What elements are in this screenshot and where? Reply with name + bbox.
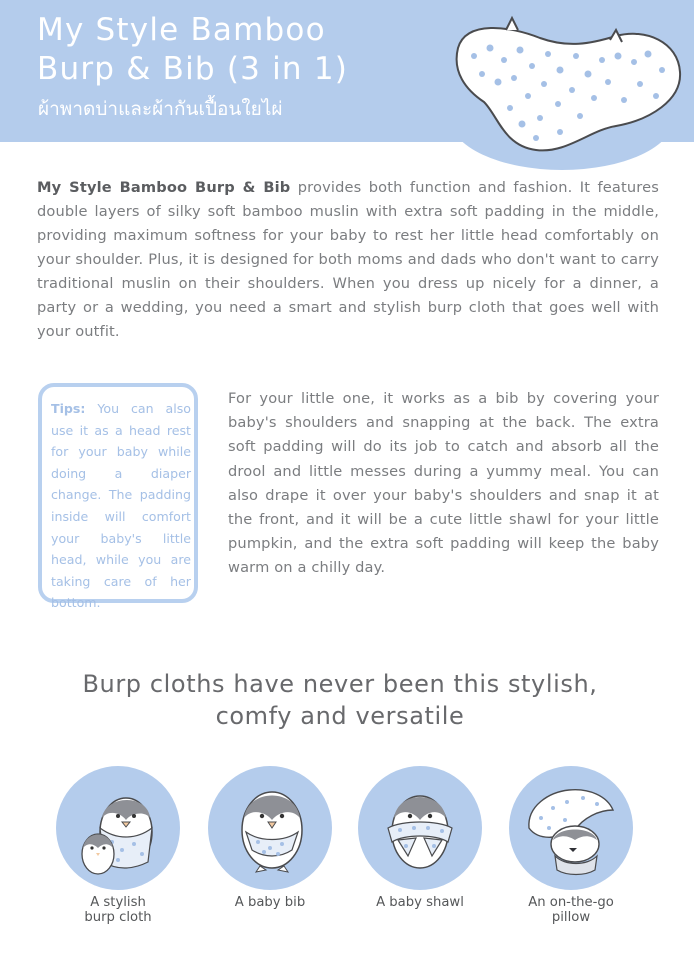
feature-baby-shawl-label-line-1: A baby shawl — [376, 895, 464, 910]
feature-baby-shawl-circle — [358, 766, 482, 890]
feature-pillow-circle — [509, 766, 633, 890]
feature-burp-cloth-circle — [56, 766, 180, 890]
bib-description: For your little one, it works as a bib by covering your baby's shoulders and snapping at the back. The extra soft padding will do its job to catch and absorb all the drool and little messes during a yummy meal. You can also drape it over your baby's shoulders and snap it at the front, and it will be a cute little shawl for your little pumpkin, and the extra soft padding will keep the baby warm on a chilly day. — [228, 390, 659, 577]
feature-baby-bib-circle — [208, 766, 332, 890]
feature-pillow-label — [509, 895, 633, 925]
product-title-thai: ผ้าพาดบ่าและผ้ากันเปื้อนใยไผ่ — [38, 98, 283, 120]
tips-text: You can also use it as a head rest for your baby while doing a diaper change. The padding inside will comfort your baby's little head, while you are taking care of her bottom. — [51, 401, 191, 611]
feature-burp-cloth-label-line-1: A stylish — [90, 895, 146, 910]
feature-baby-shawl-label — [358, 895, 482, 910]
intro-text: provides both function and fashion. It features double layers of silky soft bamboo muslin with extra soft padding in the middle, providing maximum softness for your baby to rest her little head comfortably on your shoulder. Plus, it is designed for both moms and dads who don't want to carry traditional muslin on their shoulders. When you dress up nicely for a dinner, a party or a wedding, you need a smart and stylish burp cloth that goes well with your outfit. — [37, 179, 659, 340]
tips-text-block — [51, 398, 191, 614]
feature-baby-bib-label — [208, 895, 332, 910]
section-heading-line-1: Burp cloths have never been this stylish, — [82, 670, 598, 698]
brand-name: My Style Bamboo Burp & Bib — [37, 179, 291, 196]
penguin-parent-child-icon — [56, 766, 180, 890]
feature-burp-cloth-label-line-2: burp cloth — [84, 910, 152, 925]
feature-pillow — [509, 766, 633, 925]
product-title-line-2: Burp & Bib (3 in 1) — [37, 51, 349, 87]
intro-paragraph — [37, 176, 659, 344]
section-heading-line-2: comfy and versatile — [215, 702, 465, 730]
feature-burp-cloth-label — [56, 895, 180, 925]
penguin-shawl-icon — [358, 766, 482, 890]
feature-burp-cloth — [56, 766, 180, 925]
feature-baby-bib-label-line-1: A baby bib — [234, 895, 306, 910]
section-heading — [40, 668, 640, 732]
penguin-pillow-icon — [509, 766, 633, 890]
feature-baby-bib — [208, 766, 332, 910]
product-title-line-1: My Style Bamboo — [37, 12, 326, 48]
penguin-bib-icon — [208, 766, 332, 890]
feature-pillow-label-line-1: An on-the-go — [528, 895, 614, 910]
burp-cloth-illustration — [440, 0, 694, 175]
feature-baby-shawl — [358, 766, 482, 910]
tips-label: Tips: — [51, 401, 86, 416]
feature-pillow-label-line-2: pillow — [551, 910, 591, 925]
